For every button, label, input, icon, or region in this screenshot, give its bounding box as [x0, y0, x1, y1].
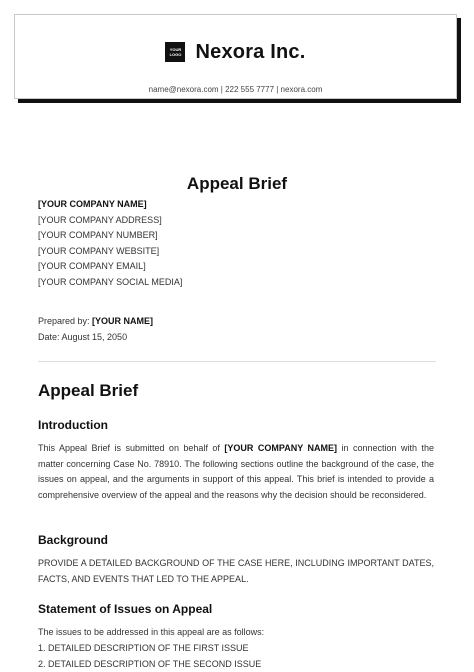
company-address: [YOUR COMPANY ADDRESS]	[38, 213, 434, 229]
logo-text-top: YOUR	[170, 47, 182, 52]
issues-intro: The issues to be addressed in this appeal are as follows:	[38, 625, 434, 641]
section-heading: Appeal Brief	[38, 381, 138, 401]
intro-company-name: [YOUR COMPANY NAME]	[224, 443, 337, 453]
logo-text-bottom: LOGO	[170, 52, 182, 57]
brand-row	[15, 38, 456, 66]
document-title: Appeal Brief	[0, 174, 474, 194]
issues-heading: Statement of Issues on Appeal	[38, 602, 212, 616]
prepared-by-label: Prepared by:	[38, 316, 90, 326]
company-email: [YOUR COMPANY EMAIL]	[38, 259, 434, 275]
section-divider	[38, 361, 436, 362]
company-number: [YOUR COMPANY NUMBER]	[38, 228, 434, 244]
company-logo	[165, 42, 185, 62]
introduction-paragraph	[38, 441, 434, 503]
prepared-by-value: [YOUR NAME]	[92, 316, 153, 326]
background-paragraph: PROVIDE A DETAILED BACKGROUND OF THE CASE HERE, INCLUDING IMPORTANT DATES, FACTS, AND EVENTS THAT LED TO THE APPEAL.	[38, 556, 434, 587]
intro-text-start: This Appeal Brief is submitted on behalf of	[38, 443, 224, 453]
contact-line: name@nexora.com | 222 555 7777 | nexora.com	[15, 85, 456, 94]
introduction-heading: Introduction	[38, 418, 108, 432]
company-name: Nexora Inc.	[195, 41, 305, 64]
company-website: [YOUR COMPANY WEBSITE]	[38, 244, 434, 260]
letterhead	[14, 14, 457, 99]
background-heading: Background	[38, 533, 108, 547]
intro-text-end: in connection with the matter concerning Case No. 78910. The following sections outline the background of the case, the issues on appeal, and the arguments in support of this appeal. This brief is intended to provide a comprehensive overview of the appeal and the reasons why the decision should be reconsidered.	[38, 443, 434, 500]
issues-list	[38, 641, 261, 672]
company-info-block	[38, 197, 434, 290]
company-name-placeholder: [YOUR COMPANY NAME]	[38, 197, 434, 213]
company-social-media: [YOUR COMPANY SOCIAL MEDIA]	[38, 275, 434, 291]
preparation-block	[38, 314, 434, 345]
list-item: 2. DETAILED DESCRIPTION OF THE SECOND ISSUE	[38, 657, 261, 672]
prepared-by-line	[38, 314, 434, 330]
date-line: Date: August 15, 2050	[38, 330, 434, 346]
list-item: 1. DETAILED DESCRIPTION OF THE FIRST ISSUE	[38, 641, 261, 657]
